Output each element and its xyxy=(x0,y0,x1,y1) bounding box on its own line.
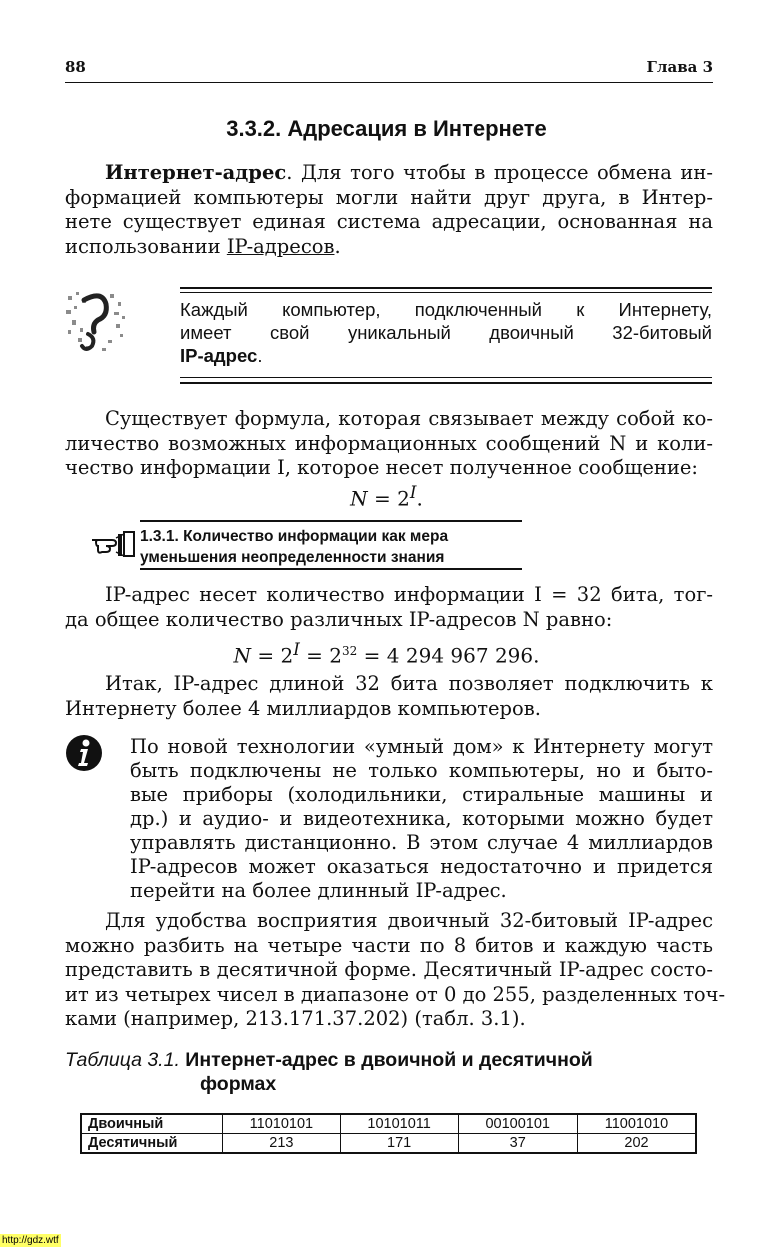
definition-box xyxy=(180,287,712,383)
note-line: вые приборы (холодильники, стиральные машины и xyxy=(130,783,713,806)
table-cell: 37 xyxy=(458,1134,577,1154)
divider xyxy=(180,382,712,384)
table-cell: 11010101 xyxy=(223,1114,341,1134)
decimal-line: ками (например, 213.171.37.202) (табл. 3.1). xyxy=(65,1007,526,1030)
watermark-link[interactable]: http://gdz.wtf xyxy=(2,1235,59,1246)
calc-line: IP-адрес несет количество информации I = 32 бита, тог- xyxy=(105,583,713,606)
table-caption xyxy=(65,1048,593,1096)
cross-reference[interactable] xyxy=(90,520,522,572)
note-line: По новой технологии «умный дом» к Интернету могут xyxy=(130,735,713,758)
decimal-line: представить в десятичной форме. Десятичный IP-адрес состо- xyxy=(65,958,713,981)
divider xyxy=(140,520,522,522)
summary-line: Итак, IP-адрес длиной 32 бита позволяет подключить к xyxy=(105,672,713,695)
formula-para-line: Существует формула, которая связывает между собой ко- xyxy=(105,407,713,430)
decimal-line: можно разбить на четыре части по 8 битов и каждую часть xyxy=(65,933,713,957)
note-line: др.) и аудио- и видеотехника, которыми можно будет xyxy=(130,807,713,830)
divider xyxy=(180,292,712,293)
definition-line: имеет свой уникальный двоичный 32-битовый xyxy=(180,322,712,343)
table-title-line2: формах xyxy=(200,1073,277,1095)
summary-line: Интернету более 4 миллиардов компьютеров. xyxy=(65,696,541,720)
definition-term: IP-адрес xyxy=(180,345,258,366)
definition-icon xyxy=(62,286,132,358)
note-line: перейти на более длинный IP-адрес. xyxy=(130,879,507,902)
table-row xyxy=(81,1114,696,1134)
ip-address-link[interactable]: IP-адресов xyxy=(226,234,335,258)
pointing-hand-icon xyxy=(90,528,136,558)
formula-paragraph xyxy=(65,407,713,481)
table-row xyxy=(81,1134,696,1154)
info-icon xyxy=(64,733,104,773)
note-line: IP-адресов может оказаться недостаточно и придется xyxy=(130,855,713,878)
definition-line: Каждый компьютер, подключенный к Интернету, xyxy=(180,299,712,320)
divider xyxy=(180,377,712,378)
divider xyxy=(140,568,522,570)
summary-paragraph xyxy=(65,672,713,721)
table-cell: 213 xyxy=(223,1134,341,1154)
table-title: Интернет-адрес в двоичной и десятичной xyxy=(185,1049,593,1071)
cross-reference-text: 1.3.1. Количество информации как мера уменьшения неопределенности знания xyxy=(140,528,449,566)
section-title: 3.3.2. Адресация в Интернете xyxy=(226,116,547,141)
intro-paragraph xyxy=(65,161,713,259)
table-cell: 10101011 xyxy=(340,1114,458,1134)
table-cell: 11001010 xyxy=(577,1114,696,1134)
decimal-line: ит из четырех чисел в диапазоне от 0 до 255, разделенных точ- xyxy=(65,982,726,1006)
definition-line: IP-адрес. xyxy=(180,345,263,366)
page-number: 88 xyxy=(65,58,86,76)
row-header: Двоичный xyxy=(81,1114,223,1134)
intro-line: формацией компьютеры могли найти друг друга, в Интер- xyxy=(65,185,713,209)
note-line: быть подключены не только компьютеры, но и быто- xyxy=(130,759,713,782)
note-text xyxy=(130,735,713,903)
formula-para-line: чество информации I, которое несет полученное сообщение: xyxy=(65,456,698,479)
intro-line: нете существует единая система адресации, основанная на xyxy=(65,210,713,233)
definition-text xyxy=(180,298,712,367)
decimal-line: Для удобства восприятия двоичный 32-битовый IP-адрес xyxy=(105,909,713,932)
formula-para-line: личество возможных информационных сообщений N и коли- xyxy=(65,431,713,455)
table-cell: 00100101 xyxy=(458,1114,577,1134)
formula-n-equals-2-pow-i: $N = 2^I$. xyxy=(350,483,423,511)
intro-line: Интернет-адрес. Для того чтобы в процессе обмена ин- xyxy=(105,161,713,184)
calc-paragraph xyxy=(65,583,713,632)
chapter-title: Глава 3 xyxy=(646,58,713,76)
decimal-paragraph xyxy=(65,909,726,1032)
table-cell: 202 xyxy=(577,1134,696,1154)
page-header xyxy=(65,58,713,83)
formula-ip-count: $N = 2^I = 2^{32} = 4$ 294 967 296. xyxy=(233,640,540,668)
row-header: Десятичный xyxy=(81,1134,223,1154)
ip-address-table xyxy=(80,1113,697,1154)
note-line: управлять дистанционно. В этом случае 4 миллиардов xyxy=(130,831,713,854)
calc-line: да общее количество различных IP-адресов N равно: xyxy=(65,607,613,631)
intro-line: использовании IP-адресов. xyxy=(65,234,341,258)
intro-term: Интернет-адрес xyxy=(105,161,287,184)
table-cell: 171 xyxy=(340,1134,458,1154)
divider xyxy=(180,287,712,289)
table-label: Таблица 3.1. xyxy=(65,1049,180,1071)
